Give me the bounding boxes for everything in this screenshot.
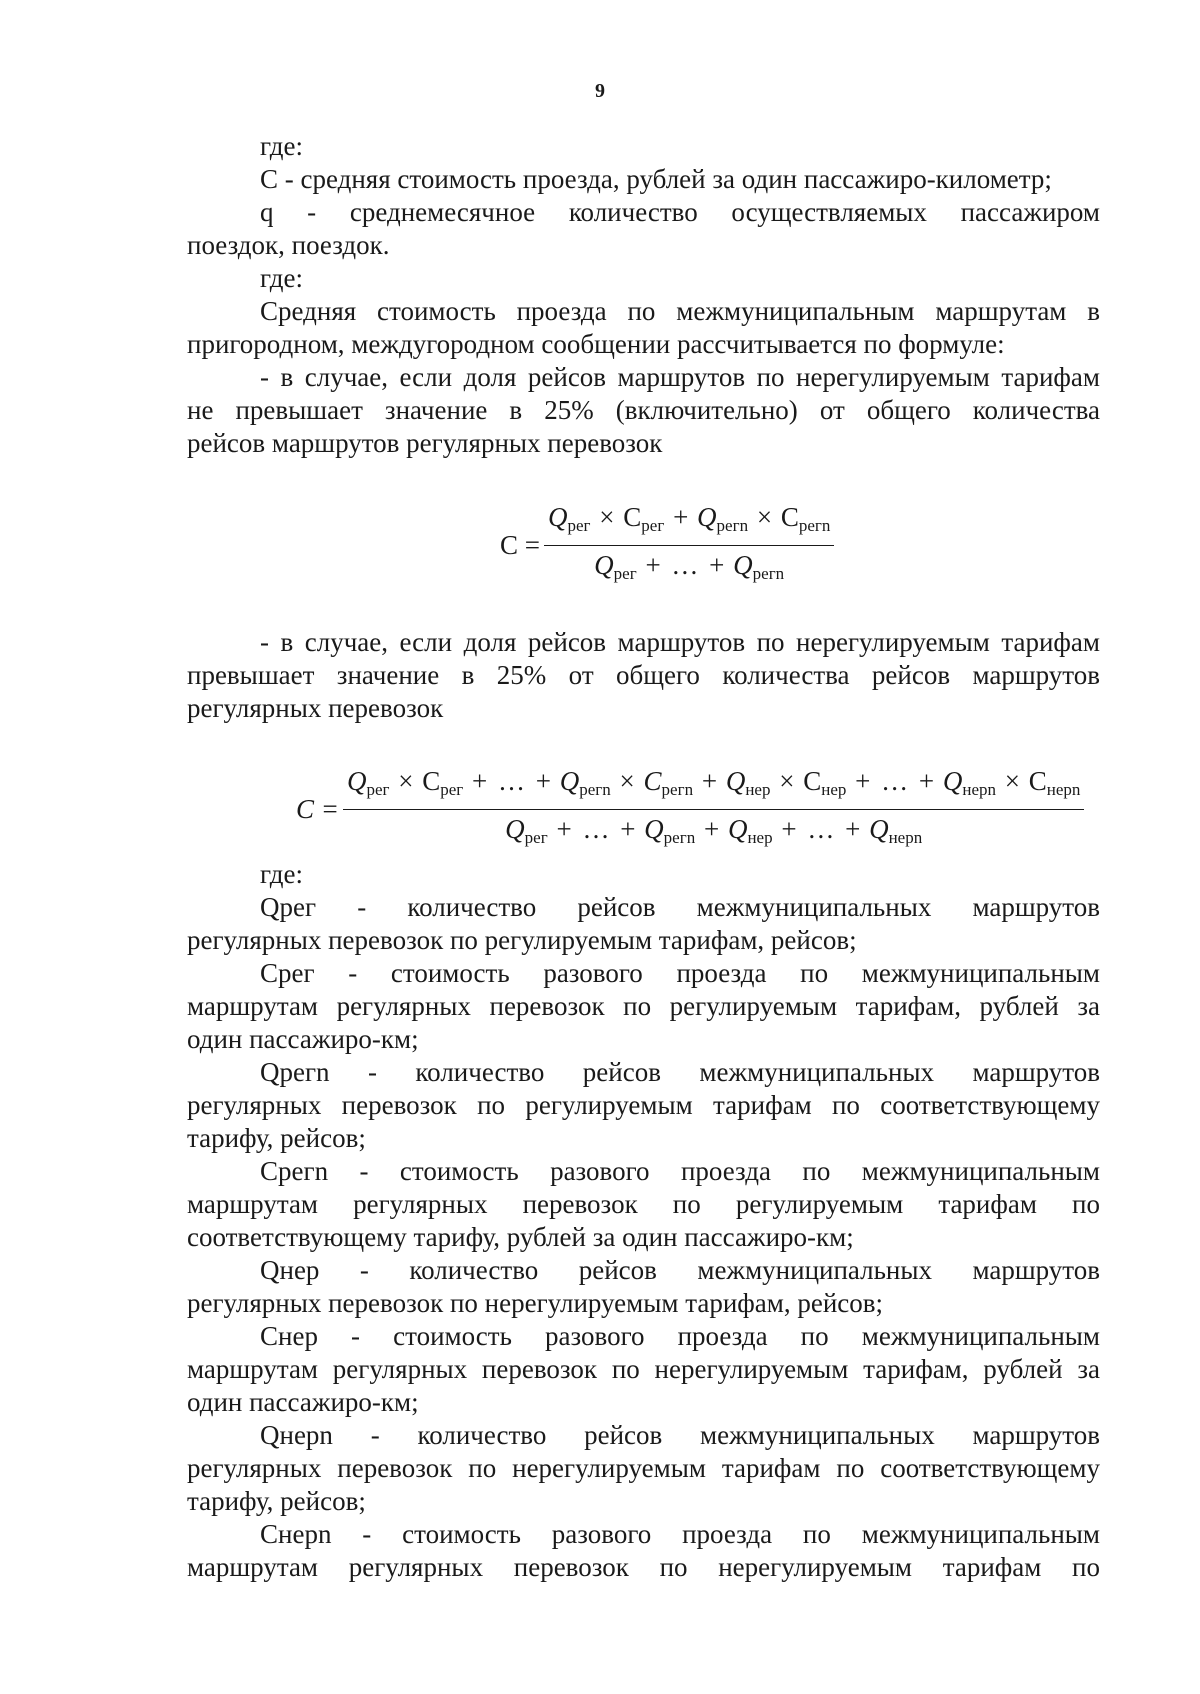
definition-line: маршрутам регулярных перевозок по нерегулируемым тарифам, рублей за — [187, 1354, 1100, 1384]
definition-line: регулярных перевозок по нерегулируемым тарифам, рейсов; — [187, 1288, 884, 1318]
definition-line: соответствующему тарифу, рублей за один пассажиро-км; — [187, 1222, 854, 1252]
fraction — [544, 498, 834, 593]
definition-line: тарифу, рейсов; — [187, 1486, 366, 1516]
paragraph-line: - в случае, если доля рейсов маршрутов по нерегулируемым тарифам — [260, 627, 1100, 657]
definition-line: Qнерn - количество рейсов межмуниципальных маршрутов — [260, 1420, 1100, 1450]
where-label: где: — [260, 859, 303, 889]
definition-line: маршрутам регулярных перевозок по регулируемым тарифам по — [187, 1189, 1100, 1219]
q-definition-line: поездок, поездок. — [187, 230, 390, 260]
definition-line: регулярных перевозок по регулируемым тарифам по соответствующему — [187, 1090, 1100, 1120]
definition-line: тарифу, рейсов; — [187, 1123, 366, 1153]
definition-line: Срег - стоимость разового проезда по межмуниципальным — [260, 958, 1100, 988]
paragraph-line: Средняя стоимость проезда по межмуниципальным маршрутам в — [260, 296, 1100, 326]
where-label: где: — [260, 131, 303, 161]
numerator: $Q_{рег} \times C_{рег} + Q_{регn} \times C_{регn}$ — [548, 502, 831, 535]
denominator: $Q_{рег}$ + … + $Q_{регn}$ — [594, 550, 785, 583]
numerator: $Q_{рег} \times C_{рег}$ + … + $Q_{регn} \times C_{регn} + Q_{нер} \times C_{нер}$ + … + $Q_{нерn} \times C_{нерn}$ — [346, 766, 1081, 799]
paragraph-line: рейсов маршрутов регулярных перевозок — [187, 428, 663, 458]
paragraph-line: пригородном, междугородном сообщении рассчитывается по формуле: — [187, 329, 1005, 359]
paragraph-line: - в случае, если доля рейсов маршрутов по нерегулируемым тарифам — [260, 362, 1100, 392]
page-number: 9 — [595, 80, 605, 102]
formula-2 — [296, 762, 1084, 857]
formula-lhs: C = — [500, 530, 540, 560]
definition-line: Срегn - стоимость разового проезда по межмуниципальным — [260, 1156, 1100, 1186]
definition-line: Снер - стоимость разового проезда по межмуниципальным — [260, 1321, 1100, 1351]
definition-line: регулярных перевозок по регулируемым тарифам, рейсов; — [187, 925, 857, 955]
definition-line: Qрегn - количество рейсов межмуниципальных маршрутов — [260, 1057, 1100, 1087]
c-definition: С - средняя стоимость проезда, рублей за один пассажиро-километр; — [260, 164, 1052, 194]
formula-1 — [500, 498, 834, 593]
definition-line: один пассажиро-км; — [187, 1024, 419, 1054]
fraction — [343, 762, 1084, 857]
where-label: где: — [260, 263, 303, 293]
definition-line: Qрег - количество рейсов межмуниципальных маршрутов — [260, 892, 1100, 922]
definition-line: Снерn - стоимость разового проезда по межмуниципальным — [260, 1519, 1100, 1549]
paragraph-line: не превышает значение в 25% (включительно) от общего количества — [187, 395, 1100, 425]
definition-line: регулярных перевозок по нерегулируемым тарифам по соответствующему — [187, 1453, 1100, 1483]
paragraph-line: регулярных перевозок — [187, 693, 444, 723]
q-definition-line: q - среднемесячное количество осуществляемых пассажиром — [260, 197, 1100, 227]
definition-line: Qнер - количество рейсов межмуниципальных маршрутов — [260, 1255, 1100, 1285]
formula-lhs: C = — [296, 794, 339, 824]
paragraph-line: превышает значение в 25% от общего количества рейсов маршрутов — [187, 660, 1100, 690]
definition-line: маршрутам регулярных перевозок по нерегулируемым тарифам по — [187, 1552, 1100, 1582]
definition-line: маршрутам регулярных перевозок по регулируемым тарифам, рублей за — [187, 991, 1100, 1021]
definition-line: один пассажиро-км; — [187, 1387, 419, 1417]
denominator: $Q_{рег}$ + … + $Q_{регn} + Q_{нер}$ + … + $Q_{нерn}$ — [505, 814, 923, 847]
